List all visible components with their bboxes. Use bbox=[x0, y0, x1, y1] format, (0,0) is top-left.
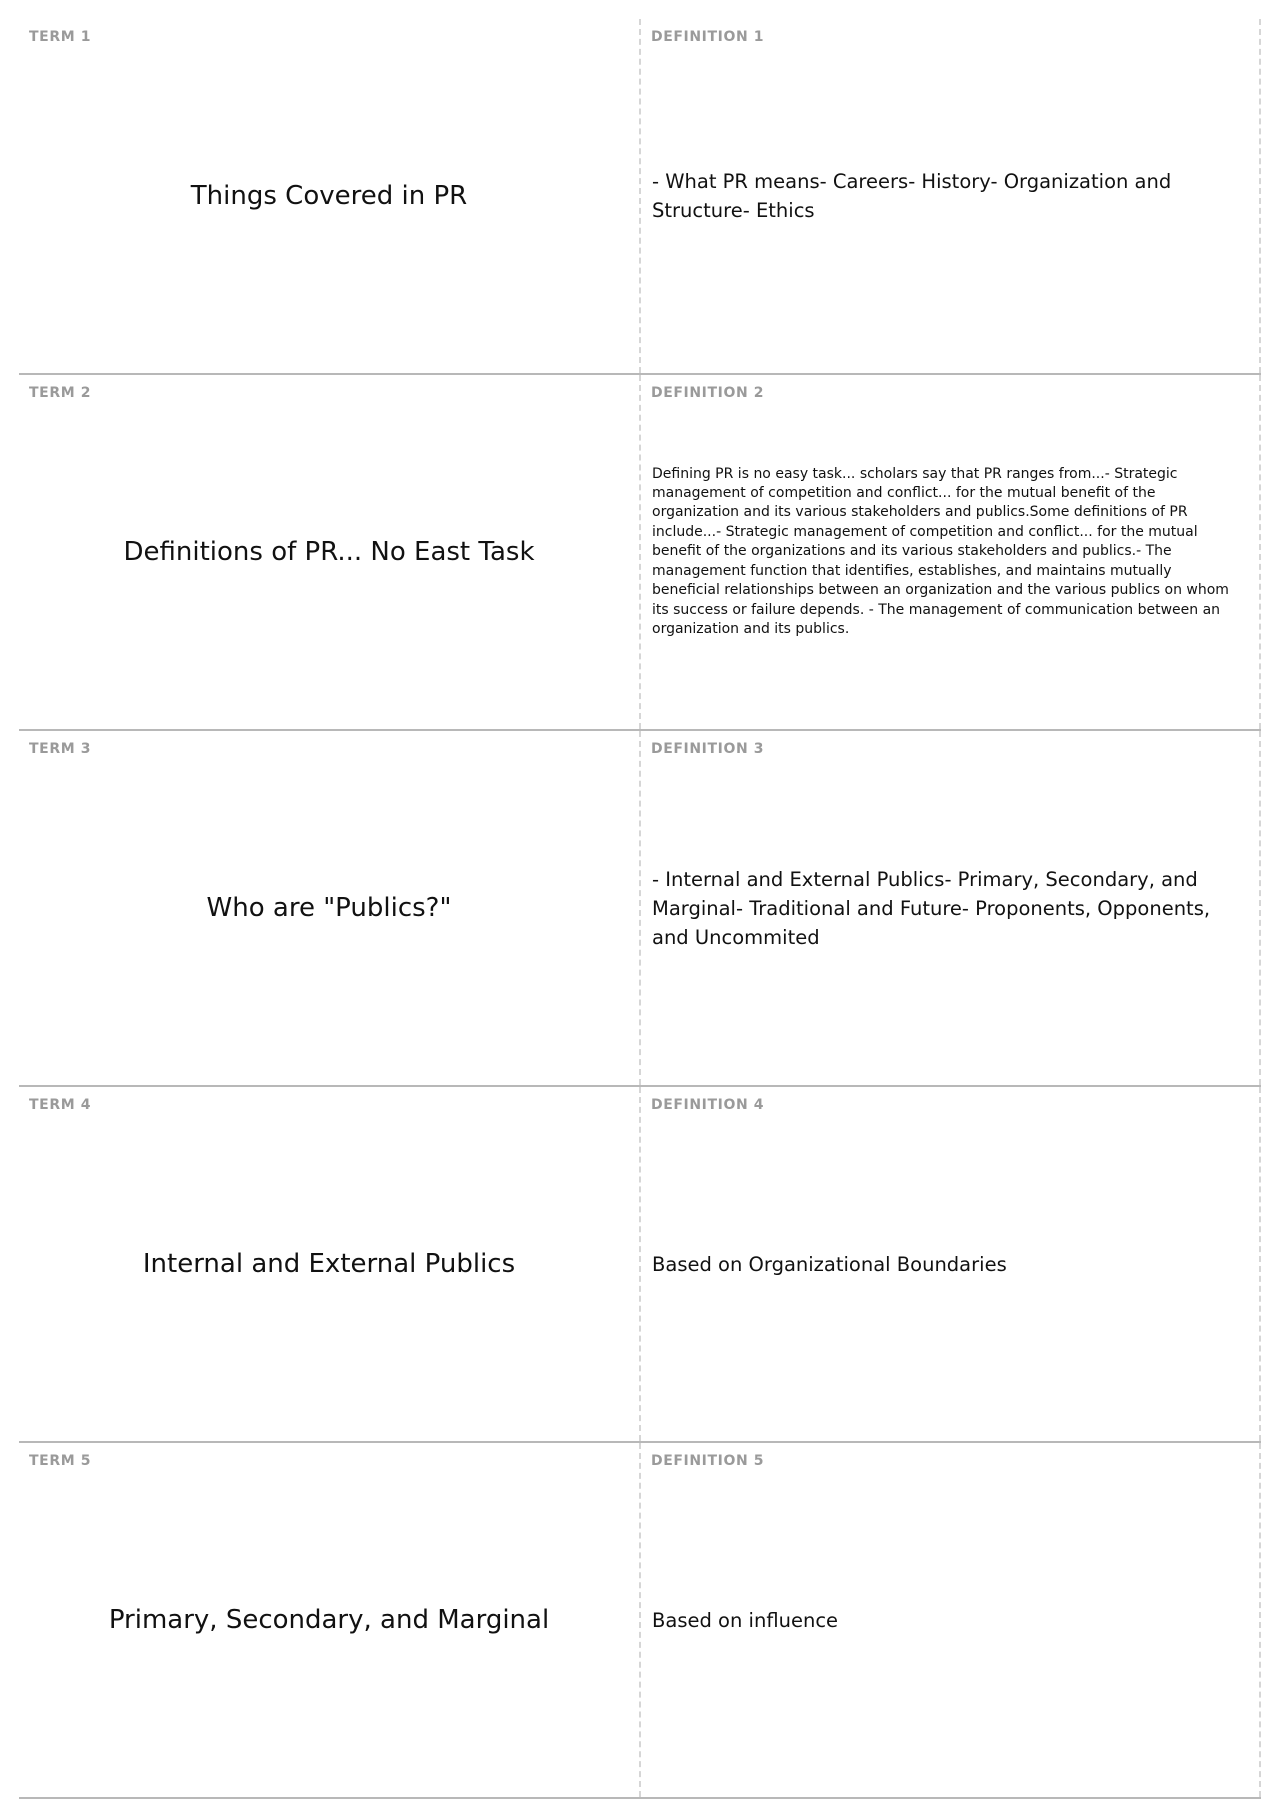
term-text: Primary, Secondary, and Marginal bbox=[108, 1605, 550, 1635]
term-cell bbox=[19, 1443, 641, 1797]
flashcard-row bbox=[19, 731, 1261, 1087]
definition-cell bbox=[641, 19, 1261, 373]
term-text: Who are "Publics?" bbox=[206, 893, 452, 923]
term-text: Definitions of PR... No East Task bbox=[123, 537, 535, 567]
term-label: TERM 1 bbox=[29, 29, 92, 45]
term-label: TERM 2 bbox=[29, 385, 92, 401]
flashcard-row bbox=[19, 1087, 1261, 1443]
term-label: TERM 5 bbox=[29, 1453, 92, 1469]
flashcard-sheet bbox=[19, 19, 1261, 1799]
term-cell bbox=[19, 19, 641, 373]
definition-text: Defining PR is no easy task... scholars say that PR ranges from...- Strategic management of competition and conflict... for the mutual benefit of the organization and its various stakeholders and publics.Some definitions of PR include...- Strategic management of competition and conflict... for the mutual benefit of the organizations and its various stakeholders and publics.- The management function that identifies, establishes, and maintains mutually beneficial relationships between an organization and the various publics on whom its success or failure depends. - The management of communication between an organization and its publics. bbox=[652, 465, 1229, 637]
term-label: TERM 3 bbox=[29, 741, 92, 757]
definition-cell bbox=[641, 731, 1261, 1085]
term-cell bbox=[19, 1087, 641, 1441]
term-cell bbox=[19, 375, 641, 729]
definition-text: - Internal and External Publics- Primary, Secondary, and Marginal- Traditional and Future- Proponents, Opponents, and Uncommited bbox=[652, 867, 1211, 949]
term-text: Things Covered in PR bbox=[190, 181, 468, 211]
term-cell bbox=[19, 731, 641, 1085]
flashcard-row bbox=[19, 375, 1261, 731]
definition-cell bbox=[641, 375, 1261, 729]
flashcard-row bbox=[19, 19, 1261, 375]
term-text: Internal and External Publics bbox=[142, 1249, 516, 1279]
definition-cell bbox=[641, 1443, 1261, 1797]
definition-label: DEFINITION 4 bbox=[651, 1097, 765, 1113]
definition-cell bbox=[641, 1087, 1261, 1441]
definition-text: Based on Organizational Boundaries bbox=[652, 1252, 1007, 1276]
definition-text: - What PR means- Careers- History- Organization and Structure- Ethics bbox=[652, 170, 1172, 222]
definition-text: Based on influence bbox=[652, 1608, 839, 1632]
definition-label: DEFINITION 1 bbox=[651, 29, 765, 45]
flashcard-row bbox=[19, 1443, 1261, 1799]
definition-label: DEFINITION 2 bbox=[651, 385, 765, 401]
term-label: TERM 4 bbox=[29, 1097, 92, 1113]
definition-label: DEFINITION 5 bbox=[651, 1453, 765, 1469]
definition-label: DEFINITION 3 bbox=[651, 741, 765, 757]
